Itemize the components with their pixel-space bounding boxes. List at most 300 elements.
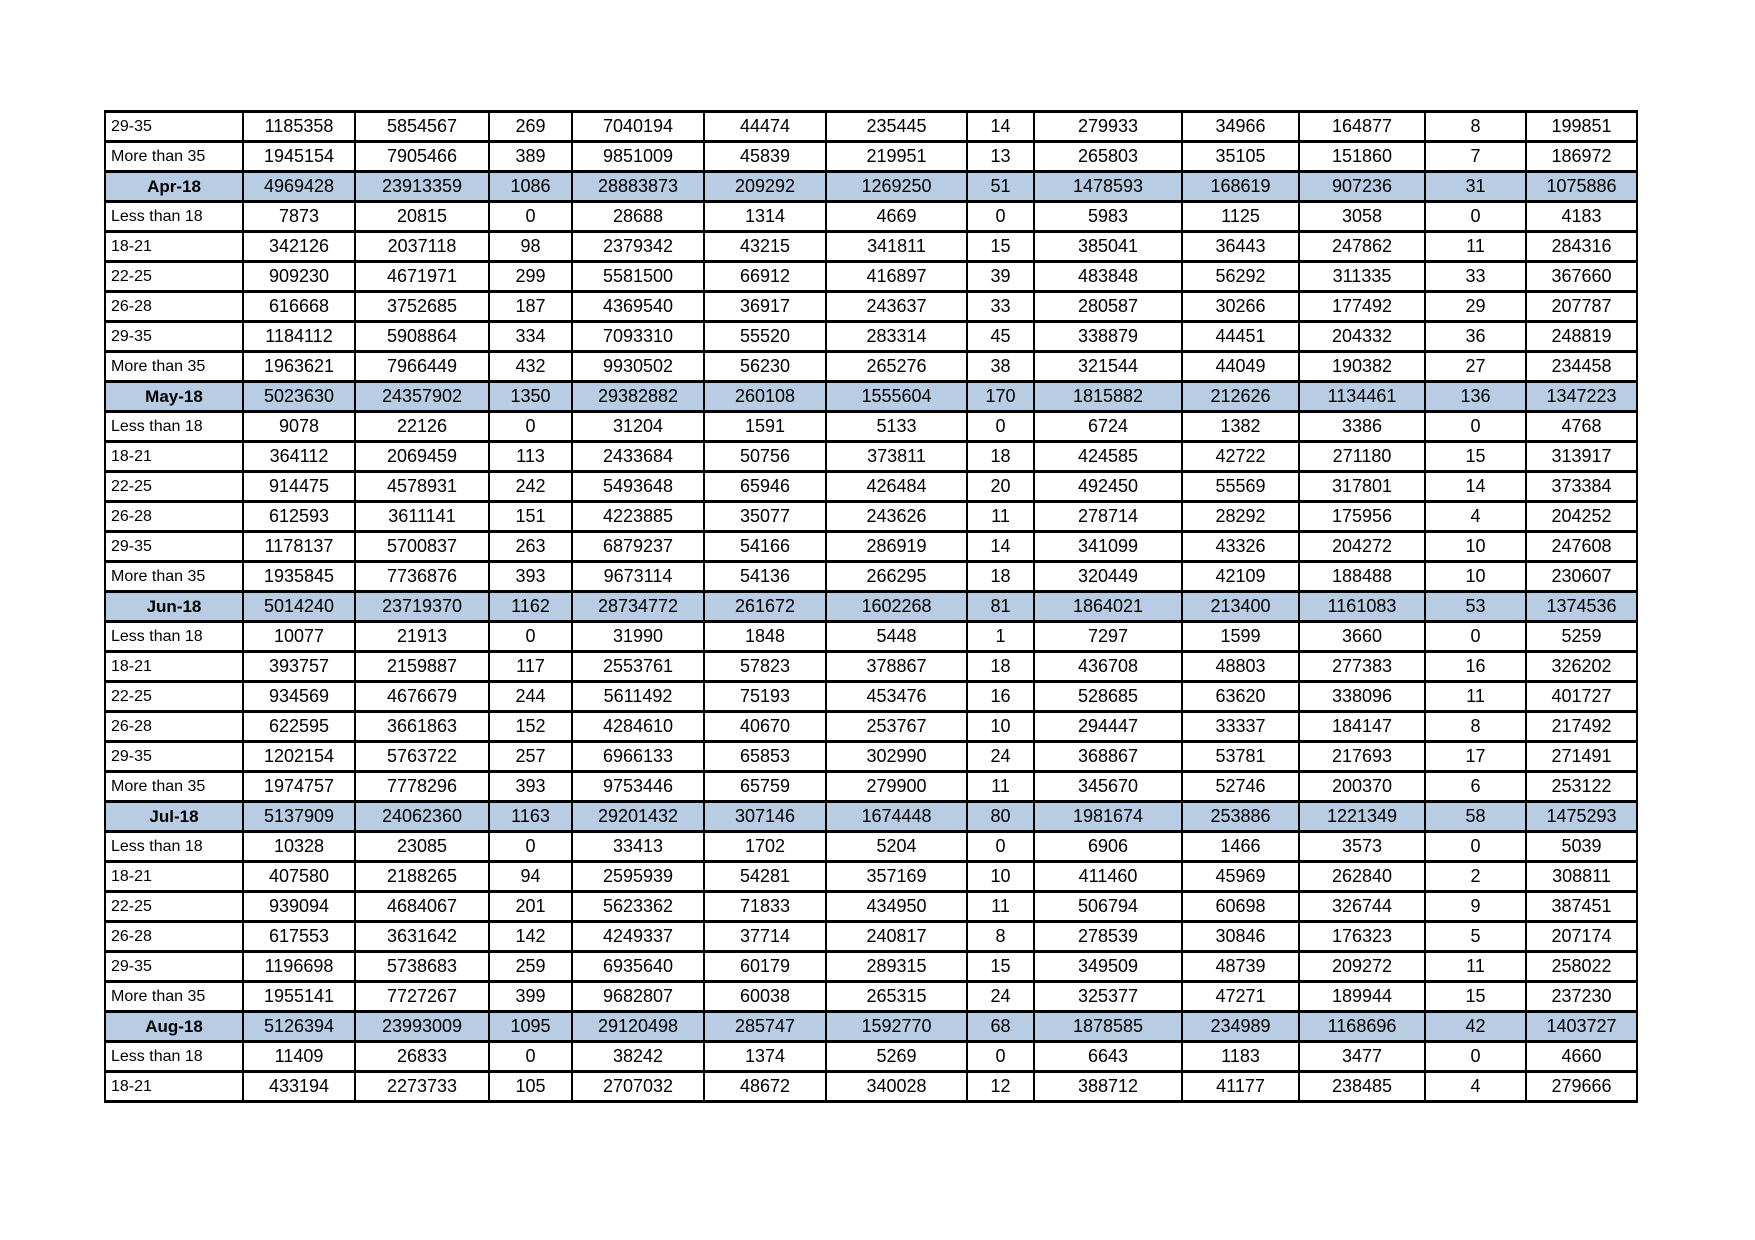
value-cell: 1086 [489, 172, 572, 202]
value-cell: 151 [489, 502, 572, 532]
value-cell: 907236 [1299, 172, 1425, 202]
value-cell: 13 [967, 142, 1034, 172]
row-label-cell: 29-35 [105, 742, 243, 772]
row-label-cell: 26-28 [105, 502, 243, 532]
value-cell: 1 [967, 622, 1034, 652]
value-cell: 11 [1425, 682, 1526, 712]
value-cell: 34966 [1182, 112, 1299, 142]
value-cell: 20 [967, 472, 1034, 502]
value-cell: 10 [967, 862, 1034, 892]
value-cell: 209292 [704, 172, 826, 202]
table-row [105, 952, 1637, 982]
value-cell: 9078 [243, 412, 355, 442]
value-cell: 307146 [704, 802, 826, 832]
value-cell: 5908864 [355, 322, 489, 352]
row-label-cell: More than 35 [105, 982, 243, 1012]
value-cell: 6724 [1034, 412, 1182, 442]
value-cell: 3477 [1299, 1042, 1425, 1072]
row-label-cell: Less than 18 [105, 1042, 243, 1072]
value-cell: 136 [1425, 382, 1526, 412]
value-cell: 271180 [1299, 442, 1425, 472]
value-cell: 280587 [1034, 292, 1182, 322]
value-cell: 164877 [1299, 112, 1425, 142]
value-cell: 151860 [1299, 142, 1425, 172]
value-cell: 294447 [1034, 712, 1182, 742]
value-cell: 266295 [826, 562, 967, 592]
value-cell: 432 [489, 352, 572, 382]
value-cell: 4660 [1526, 1042, 1637, 1072]
value-cell: 37714 [704, 922, 826, 952]
value-cell: 2273733 [355, 1072, 489, 1102]
row-label-cell: 18-21 [105, 442, 243, 472]
value-cell: 1184112 [243, 322, 355, 352]
value-cell: 43326 [1182, 532, 1299, 562]
value-cell: 1592770 [826, 1012, 967, 1042]
value-cell: 4768 [1526, 412, 1637, 442]
value-cell: 1221349 [1299, 802, 1425, 832]
month-label-cell: Apr-18 [105, 172, 243, 202]
value-cell: 60698 [1182, 892, 1299, 922]
value-cell: 11 [967, 772, 1034, 802]
value-cell: 18 [967, 562, 1034, 592]
value-cell: 265276 [826, 352, 967, 382]
value-cell: 277383 [1299, 652, 1425, 682]
value-cell: 259 [489, 952, 572, 982]
value-cell: 5 [1425, 922, 1526, 952]
value-cell: 248819 [1526, 322, 1637, 352]
table-row [105, 652, 1637, 682]
value-cell: 5493648 [572, 472, 704, 502]
value-cell: 16 [1425, 652, 1526, 682]
value-cell: 289315 [826, 952, 967, 982]
value-cell: 55520 [704, 322, 826, 352]
value-cell: 483848 [1034, 262, 1182, 292]
value-cell: 4249337 [572, 922, 704, 952]
value-cell: 12 [967, 1072, 1034, 1102]
value-cell: 217492 [1526, 712, 1637, 742]
value-cell: 5204 [826, 832, 967, 862]
value-cell: 1178137 [243, 532, 355, 562]
table-row [105, 742, 1637, 772]
table-row [105, 232, 1637, 262]
value-cell: 11 [1425, 232, 1526, 262]
value-cell: 285747 [704, 1012, 826, 1042]
value-cell: 8 [967, 922, 1034, 952]
value-cell: 3611141 [355, 502, 489, 532]
table-row [105, 412, 1637, 442]
value-cell: 1350 [489, 382, 572, 412]
value-cell: 5137909 [243, 802, 355, 832]
value-cell: 5983 [1034, 202, 1182, 232]
value-cell: 2069459 [355, 442, 489, 472]
table-row [105, 472, 1637, 502]
row-label-cell: Less than 18 [105, 412, 243, 442]
value-cell: 284316 [1526, 232, 1637, 262]
value-cell: 7873 [243, 202, 355, 232]
value-cell: 2 [1425, 862, 1526, 892]
value-cell: 0 [967, 832, 1034, 862]
value-cell: 20815 [355, 202, 489, 232]
value-cell: 48672 [704, 1072, 826, 1102]
value-cell: 28734772 [572, 592, 704, 622]
month-label-cell: Jul-18 [105, 802, 243, 832]
value-cell: 11 [967, 502, 1034, 532]
value-cell: 261672 [704, 592, 826, 622]
row-label-cell: 29-35 [105, 112, 243, 142]
value-cell: 399 [489, 982, 572, 1012]
table-row [105, 322, 1637, 352]
value-cell: 373811 [826, 442, 967, 472]
value-cell: 7093310 [572, 322, 704, 352]
value-cell: 24 [967, 742, 1034, 772]
value-cell: 36 [1425, 322, 1526, 352]
value-cell: 217693 [1299, 742, 1425, 772]
value-cell: 234989 [1182, 1012, 1299, 1042]
value-cell: 4671971 [355, 262, 489, 292]
row-label-cell: More than 35 [105, 352, 243, 382]
value-cell: 617553 [243, 922, 355, 952]
value-cell: 28292 [1182, 502, 1299, 532]
value-cell: 66912 [704, 262, 826, 292]
value-cell: 5854567 [355, 112, 489, 142]
value-cell: 6643 [1034, 1042, 1182, 1072]
value-cell: 1183 [1182, 1042, 1299, 1072]
value-cell: 23085 [355, 832, 489, 862]
month-label-cell: Jun-18 [105, 592, 243, 622]
value-cell: 175956 [1299, 502, 1425, 532]
value-cell: 3631642 [355, 922, 489, 952]
value-cell: 47271 [1182, 982, 1299, 1012]
value-cell: 204272 [1299, 532, 1425, 562]
value-cell: 213400 [1182, 592, 1299, 622]
value-cell: 1374536 [1526, 592, 1637, 622]
value-cell: 5269 [826, 1042, 967, 1072]
value-cell: 94 [489, 862, 572, 892]
value-cell: 38242 [572, 1042, 704, 1072]
value-cell: 53 [1425, 592, 1526, 622]
value-cell: 243626 [826, 502, 967, 532]
table-row [105, 622, 1637, 652]
value-cell: 54166 [704, 532, 826, 562]
value-cell: 1475293 [1526, 802, 1637, 832]
row-label-cell: 18-21 [105, 232, 243, 262]
value-cell: 253767 [826, 712, 967, 742]
value-cell: 9673114 [572, 562, 704, 592]
value-cell: 33337 [1182, 712, 1299, 742]
value-cell: 3058 [1299, 202, 1425, 232]
value-cell: 1602268 [826, 592, 967, 622]
value-cell: 338879 [1034, 322, 1182, 352]
value-cell: 9851009 [572, 142, 704, 172]
value-cell: 939094 [243, 892, 355, 922]
value-cell: 1555604 [826, 382, 967, 412]
table-row [105, 832, 1637, 862]
value-cell: 168619 [1182, 172, 1299, 202]
value-cell: 341811 [826, 232, 967, 262]
value-cell: 35077 [704, 502, 826, 532]
value-cell: 326202 [1526, 652, 1637, 682]
value-cell: 10 [967, 712, 1034, 742]
row-label-cell: 29-35 [105, 952, 243, 982]
value-cell: 45 [967, 322, 1034, 352]
table-row [105, 262, 1637, 292]
row-label-cell: More than 35 [105, 142, 243, 172]
value-cell: 253886 [1182, 802, 1299, 832]
value-cell: 4969428 [243, 172, 355, 202]
value-cell: 1466 [1182, 832, 1299, 862]
table-row [105, 862, 1637, 892]
value-cell: 4369540 [572, 292, 704, 322]
value-cell: 26833 [355, 1042, 489, 1072]
value-cell: 219951 [826, 142, 967, 172]
value-cell: 10328 [243, 832, 355, 862]
value-cell: 5023630 [243, 382, 355, 412]
month-total-row [105, 1012, 1637, 1042]
value-cell: 75193 [704, 682, 826, 712]
value-cell: 1974757 [243, 772, 355, 802]
value-cell: 234458 [1526, 352, 1637, 382]
value-cell: 7297 [1034, 622, 1182, 652]
value-cell: 326744 [1299, 892, 1425, 922]
value-cell: 492450 [1034, 472, 1182, 502]
value-cell: 17 [1425, 742, 1526, 772]
value-cell: 3661863 [355, 712, 489, 742]
value-cell: 424585 [1034, 442, 1182, 472]
value-cell: 1403727 [1526, 1012, 1637, 1042]
value-cell: 265315 [826, 982, 967, 1012]
value-cell: 1202154 [243, 742, 355, 772]
value-cell: 1161083 [1299, 592, 1425, 622]
value-cell: 349509 [1034, 952, 1182, 982]
value-cell: 4684067 [355, 892, 489, 922]
value-cell: 7778296 [355, 772, 489, 802]
value-cell: 5448 [826, 622, 967, 652]
value-cell: 65759 [704, 772, 826, 802]
value-cell: 302990 [826, 742, 967, 772]
value-cell: 18 [967, 442, 1034, 472]
value-cell: 0 [1425, 1042, 1526, 1072]
value-cell: 3752685 [355, 292, 489, 322]
value-cell: 31204 [572, 412, 704, 442]
value-cell: 52746 [1182, 772, 1299, 802]
table-row [105, 142, 1637, 172]
value-cell: 238485 [1299, 1072, 1425, 1102]
table-row [105, 112, 1637, 142]
value-cell: 44451 [1182, 322, 1299, 352]
value-cell: 0 [489, 1042, 572, 1072]
month-total-row [105, 592, 1637, 622]
row-label-cell: More than 35 [105, 562, 243, 592]
table-row [105, 562, 1637, 592]
value-cell: 5738683 [355, 952, 489, 982]
value-cell: 4 [1425, 1072, 1526, 1102]
value-cell: 1314 [704, 202, 826, 232]
table-row [105, 442, 1637, 472]
value-cell: 1955141 [243, 982, 355, 1012]
value-cell: 265803 [1034, 142, 1182, 172]
table-row [105, 772, 1637, 802]
value-cell: 0 [1425, 832, 1526, 862]
value-cell: 200370 [1299, 772, 1425, 802]
value-cell: 18 [967, 652, 1034, 682]
value-cell: 1185358 [243, 112, 355, 142]
value-cell: 42 [1425, 1012, 1526, 1042]
value-cell: 15 [1425, 442, 1526, 472]
value-cell: 313917 [1526, 442, 1637, 472]
value-cell: 407580 [243, 862, 355, 892]
row-label-cell: 18-21 [105, 862, 243, 892]
value-cell: 528685 [1034, 682, 1182, 712]
row-label-cell: 18-21 [105, 652, 243, 682]
value-cell: 30846 [1182, 922, 1299, 952]
value-cell: 6879237 [572, 532, 704, 562]
value-cell: 204332 [1299, 322, 1425, 352]
value-cell: 436708 [1034, 652, 1182, 682]
value-cell: 30266 [1182, 292, 1299, 322]
value-cell: 1478593 [1034, 172, 1182, 202]
value-cell: 33 [1425, 262, 1526, 292]
row-label-cell: 18-21 [105, 1072, 243, 1102]
value-cell: 204252 [1526, 502, 1637, 532]
value-cell: 1815882 [1034, 382, 1182, 412]
value-cell: 0 [489, 202, 572, 232]
value-cell: 80 [967, 802, 1034, 832]
row-label-cell: 26-28 [105, 292, 243, 322]
value-cell: 243637 [826, 292, 967, 322]
table-row [105, 352, 1637, 382]
value-cell: 2037118 [355, 232, 489, 262]
value-cell: 36443 [1182, 232, 1299, 262]
row-label-cell: 26-28 [105, 712, 243, 742]
value-cell: 1674448 [826, 802, 967, 832]
value-cell: 60038 [704, 982, 826, 1012]
row-label-cell: 22-25 [105, 472, 243, 502]
value-cell: 3573 [1299, 832, 1425, 862]
value-cell: 33 [967, 292, 1034, 322]
value-cell: 8 [1425, 112, 1526, 142]
value-cell: 1945154 [243, 142, 355, 172]
value-cell: 262840 [1299, 862, 1425, 892]
value-cell: 5623362 [572, 892, 704, 922]
value-cell: 1591 [704, 412, 826, 442]
value-cell: 42722 [1182, 442, 1299, 472]
value-cell: 230607 [1526, 562, 1637, 592]
value-cell: 4 [1425, 502, 1526, 532]
value-cell: 60179 [704, 952, 826, 982]
value-cell: 5014240 [243, 592, 355, 622]
value-cell: 29120498 [572, 1012, 704, 1042]
table-row [105, 502, 1637, 532]
row-label-cell: 29-35 [105, 322, 243, 352]
value-cell: 385041 [1034, 232, 1182, 262]
month-total-row [105, 802, 1637, 832]
value-cell: 53781 [1182, 742, 1299, 772]
value-cell: 934569 [243, 682, 355, 712]
value-cell: 1935845 [243, 562, 355, 592]
row-label-cell: 29-35 [105, 532, 243, 562]
value-cell: 2379342 [572, 232, 704, 262]
value-cell: 279900 [826, 772, 967, 802]
value-cell: 7905466 [355, 142, 489, 172]
value-cell: 5126394 [243, 1012, 355, 1042]
value-cell: 0 [967, 412, 1034, 442]
value-cell: 184147 [1299, 712, 1425, 742]
value-cell: 9 [1425, 892, 1526, 922]
value-cell: 56230 [704, 352, 826, 382]
value-cell: 5700837 [355, 532, 489, 562]
value-cell: 7727267 [355, 982, 489, 1012]
value-cell: 279666 [1526, 1072, 1637, 1102]
value-cell: 9682807 [572, 982, 704, 1012]
value-cell: 43215 [704, 232, 826, 262]
value-cell: 5039 [1526, 832, 1637, 862]
value-cell: 28883873 [572, 172, 704, 202]
value-cell: 317801 [1299, 472, 1425, 502]
row-label-cell: 22-25 [105, 682, 243, 712]
value-cell: 24357902 [355, 382, 489, 412]
value-cell: 31990 [572, 622, 704, 652]
value-cell: 253122 [1526, 772, 1637, 802]
value-cell: 23913359 [355, 172, 489, 202]
value-cell: 240817 [826, 922, 967, 952]
value-cell: 257 [489, 742, 572, 772]
value-cell: 1848 [704, 622, 826, 652]
row-label-cell: More than 35 [105, 772, 243, 802]
value-cell: 98 [489, 232, 572, 262]
value-cell: 1196698 [243, 952, 355, 982]
value-cell: 367660 [1526, 262, 1637, 292]
value-cell: 38 [967, 352, 1034, 382]
value-cell: 45839 [704, 142, 826, 172]
value-cell: 411460 [1034, 862, 1182, 892]
row-label-cell: Less than 18 [105, 202, 243, 232]
table-row [105, 982, 1637, 1012]
age-month-data-table [104, 110, 1638, 1103]
value-cell: 1163 [489, 802, 572, 832]
value-cell: 612593 [243, 502, 355, 532]
value-cell: 15 [967, 232, 1034, 262]
value-cell: 10077 [243, 622, 355, 652]
value-cell: 81 [967, 592, 1034, 622]
value-cell: 345670 [1034, 772, 1182, 802]
value-cell: 3660 [1299, 622, 1425, 652]
value-cell: 321544 [1034, 352, 1182, 382]
value-cell: 622595 [243, 712, 355, 742]
value-cell: 338096 [1299, 682, 1425, 712]
table-row [105, 1072, 1637, 1102]
value-cell: 170 [967, 382, 1034, 412]
value-cell: 4223885 [572, 502, 704, 532]
value-cell: 235445 [826, 112, 967, 142]
value-cell: 33413 [572, 832, 704, 862]
value-cell: 6966133 [572, 742, 704, 772]
value-cell: 5259 [1526, 622, 1637, 652]
value-cell: 22126 [355, 412, 489, 442]
value-cell: 299 [489, 262, 572, 292]
value-cell: 1162 [489, 592, 572, 622]
value-cell: 31 [1425, 172, 1526, 202]
value-cell: 189944 [1299, 982, 1425, 1012]
value-cell: 0 [967, 202, 1034, 232]
value-cell: 199851 [1526, 112, 1637, 142]
value-cell: 2188265 [355, 862, 489, 892]
value-cell: 27 [1425, 352, 1526, 382]
table-row [105, 922, 1637, 952]
value-cell: 16 [967, 682, 1034, 712]
value-cell: 207787 [1526, 292, 1637, 322]
value-cell: 308811 [1526, 862, 1637, 892]
value-cell: 368867 [1034, 742, 1182, 772]
